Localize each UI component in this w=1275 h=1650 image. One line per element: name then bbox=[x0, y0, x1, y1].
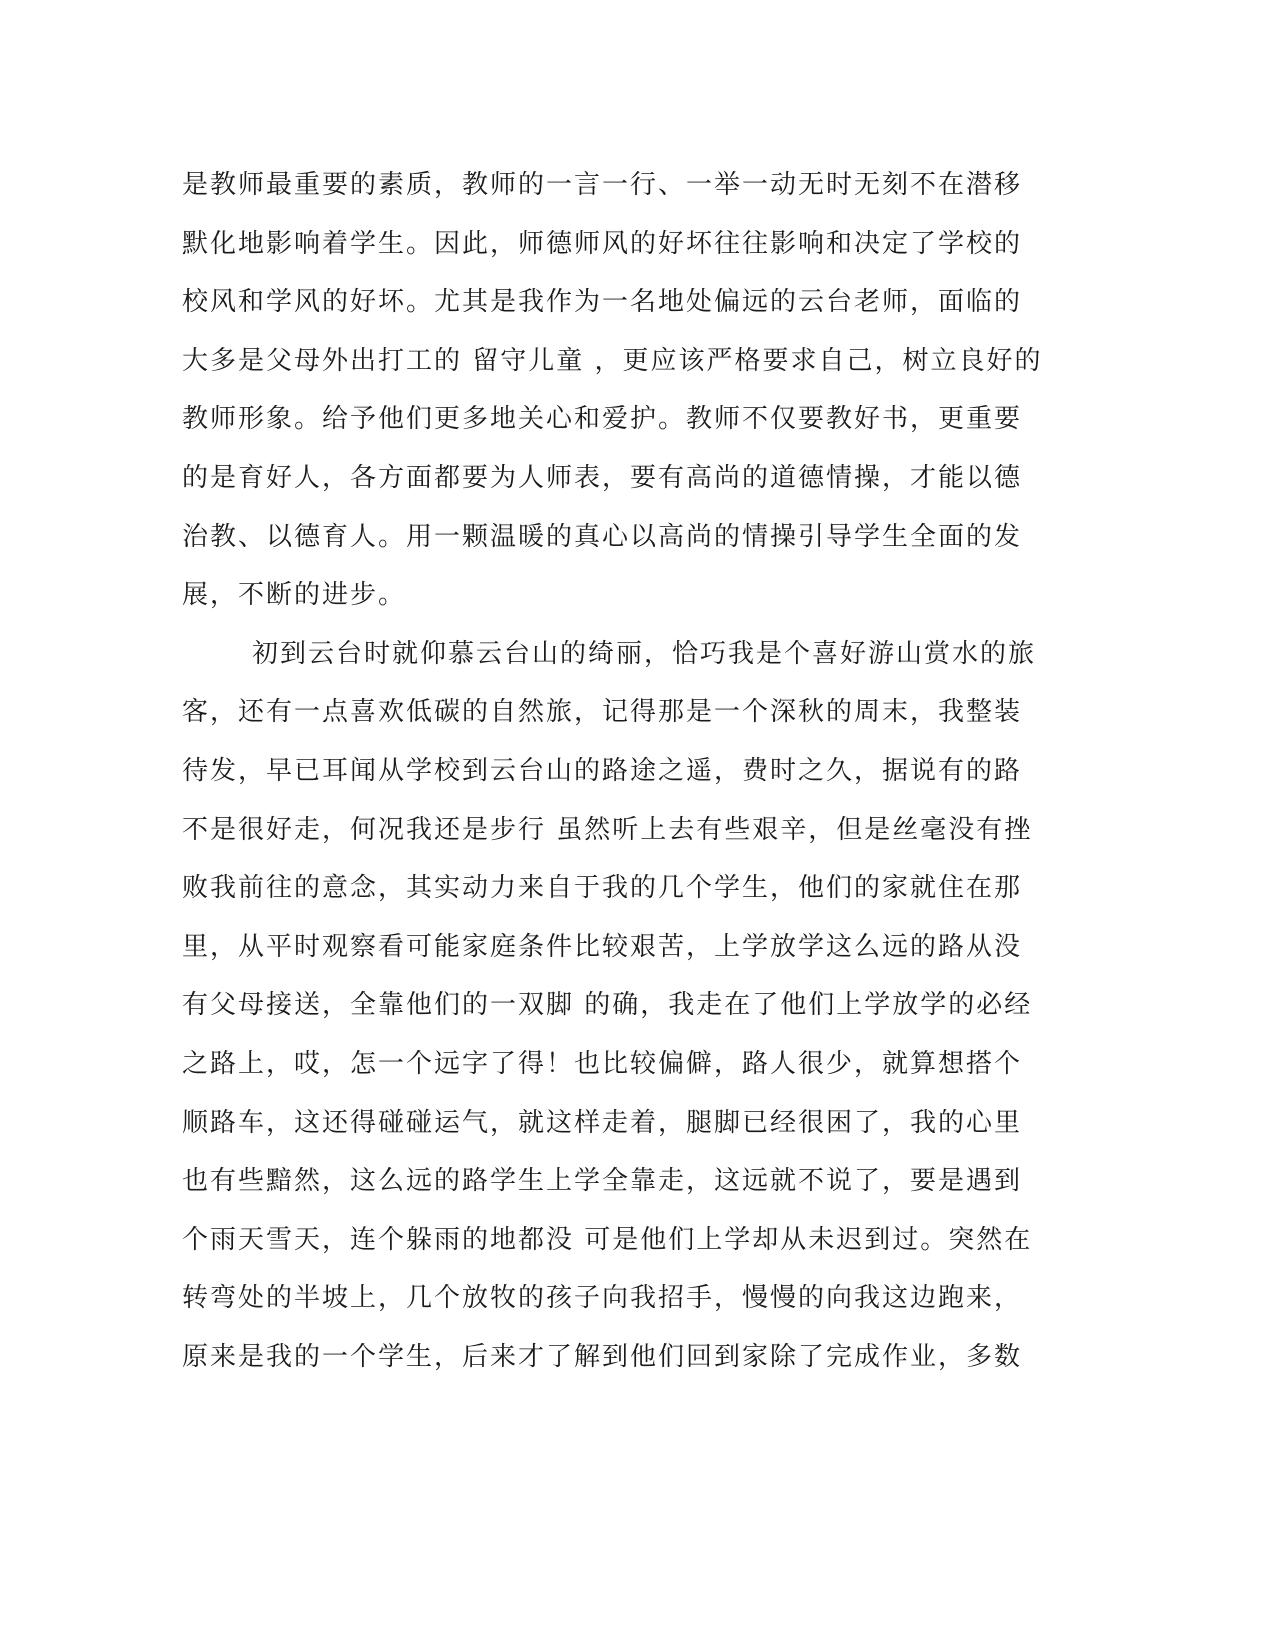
text-line: 客，还有一点喜欢低碳的自然旅，记得那是一个深秋的周末，我整装 bbox=[182, 697, 1023, 728]
text-line: 不是很好走，何况我还是步行 虽然听上去有些艰辛，但是丝毫没有挫 bbox=[182, 814, 1033, 845]
text-line: 治教、以德育人。用一颗温暖的真心以高尚的情操引导学生全面的发 bbox=[182, 521, 1023, 552]
text-line: 是教师最重要的素质，教师的一言一行、一举一动无时无刻不在潜移 bbox=[182, 170, 1023, 200]
text-line: 原来是我的一个学生，后来才了解到他们回到家除了完成作业，多数 bbox=[182, 1341, 1023, 1372]
text-line: 之路上，哎，怎一个远字了得！也比较偏僻，路人很少，就算想搭个 bbox=[182, 1048, 1023, 1079]
text-line: 大多是父母外出打工的 留守儿童 ，更应该严格要求自己，树立良好的 bbox=[182, 345, 1043, 376]
text-line: 败我前往的意念，其实动力来自于我的几个学生，他们的家就住在那 bbox=[182, 873, 1023, 904]
text-line: 顺路车，这还得碰碰运气，就这样走着，腿脚已经很困了，我的心里 bbox=[182, 1107, 1023, 1138]
text-line: 待发，早已耳闻从学校到云台山的路途之遥，费时之久，据说有的路 bbox=[182, 755, 1023, 786]
paragraph-start-line: 初到云台时就仰慕云台山的绮丽，恰巧我是个喜好游山赏水的旅 bbox=[252, 638, 1037, 669]
text-line: 默化地影响着学生。因此，师德师风的好坏往往影响和决定了学校的 bbox=[182, 228, 1023, 259]
text-line: 个雨天雪天，连个躲雨的地都没 可是他们上学却从未迟到过。突然在 bbox=[182, 1224, 1033, 1255]
text-line: 教师形象。给予他们更多地关心和爱护。教师不仅要教好书，更重要 bbox=[182, 404, 1023, 435]
text-line: 也有些黯然，这么远的路学生上学全靠走，这远就不说了，要是遇到 bbox=[182, 1166, 1023, 1197]
body-text bbox=[182, 156, 1042, 1386]
text-line: 的是育好人，各方面都要为人师表，要有高尚的道德情操，才能以德 bbox=[182, 462, 1023, 493]
text-line: 有父母接送，全靠他们的一双脚 的确，我走在了他们上学放学的必经 bbox=[182, 990, 1033, 1021]
text-line: 展，不断的进步。 bbox=[182, 580, 407, 611]
text-line: 里，从平时观察看可能家庭条件比较艰苦，上学放学这么远的路从没 bbox=[182, 931, 1023, 962]
text-line: 校风和学风的好坏。尤其是我作为一名地处偏远的云台老师，面临的 bbox=[182, 287, 1023, 318]
text-line: 转弯处的半坡上，几个放牧的孩子向我招手，慢慢的向我这边跑来， bbox=[182, 1283, 1023, 1314]
